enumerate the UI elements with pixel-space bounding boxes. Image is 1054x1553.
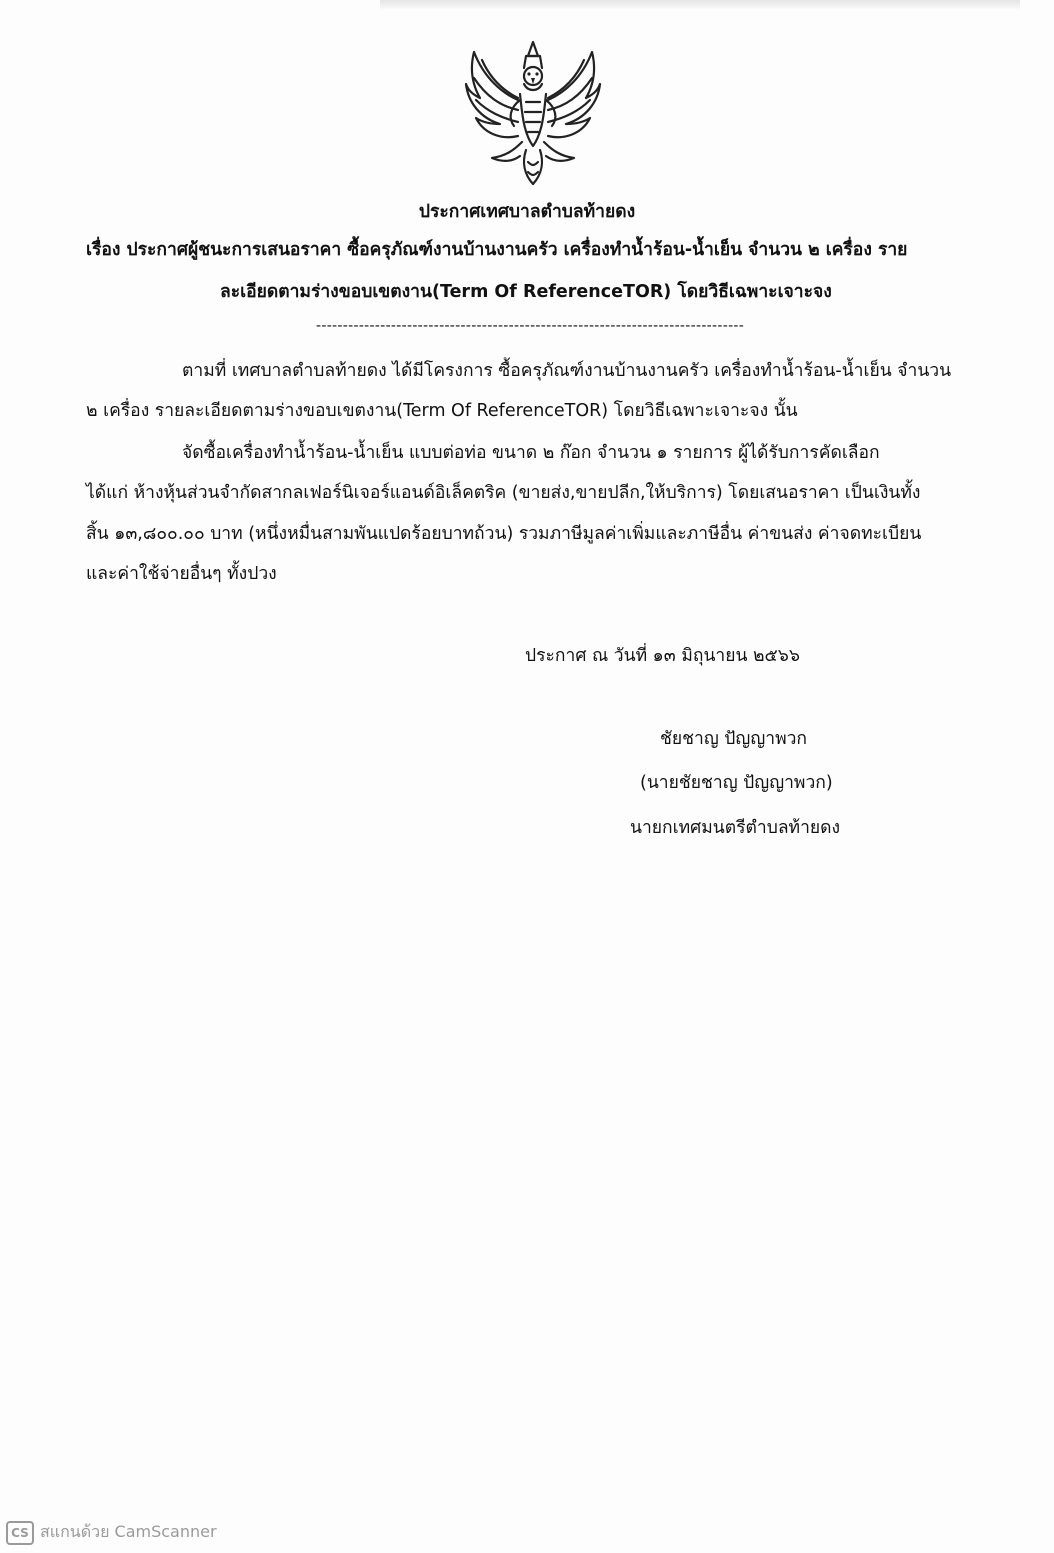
signature-name: ชัยชาญ ปัญญาพวก xyxy=(660,729,808,749)
paragraph-2-line-4: และค่าใช้จ่ายอื่นๆ ทั้งปวง xyxy=(86,564,277,584)
signer-printed-name: (นายชัยชาญ ปัญญาพวก) xyxy=(640,773,833,793)
scan-edge-shadow xyxy=(380,0,1020,10)
document-title: ประกาศเทศบาลตำบลท้ายดง xyxy=(418,202,636,222)
garuda-emblem-icon xyxy=(462,38,604,188)
paragraph-2-line-1: จัดซื้อเครื่องทำน้ำร้อน-น้ำเย็น แบบต่อท่อ ขนาด ๒ ก๊อก จำนวน ๑ รายการ ผู้ได้รับการคัดเลือก xyxy=(182,443,880,463)
subject-line-2: ละเอียดตามร่างขอบเขตงาน(Term Of ReferenceTOR) โดยวิธีเฉพาะเจาะจง xyxy=(220,282,832,302)
header-separator: -------------------------------------------------------------------------------- xyxy=(316,318,744,334)
signer-position: นายกเทศมนตรีตำบลท้ายดง xyxy=(630,818,841,838)
camscanner-logo-icon: CS xyxy=(6,1521,34,1545)
paragraph-2-line-3: สิ้น ๑๓,๘๐๐.๐๐ บาท (หนึ่งหมื่นสามพันแปดร้อยบาทถ้วน) รวมภาษีมูลค่าเพิ่มและภาษีอื่น ค่าขนส่ง ค่าจดทะเบียน xyxy=(86,524,922,544)
paragraph-1-line-2: ๒ เครื่อง รายละเอียดตามร่างขอบเขตงาน(Term Of ReferenceTOR) โดยวิธีเฉพาะเจาะจง นั้น xyxy=(86,401,798,421)
camscanner-text: สแกนด้วย CamScanner xyxy=(40,1522,217,1541)
paragraph-1-line-1: ตามที่ เทศบาลตำบลท้ายดง ได้มีโครงการ ซื้อครุภัณฑ์งานบ้านงานครัว เครื่องทำน้ำร้อน-น้ำเย็น จำนวน xyxy=(182,361,952,381)
announcement-date: ประกาศ ณ วันที่ ๑๓ มิถุนายน ๒๕๖๖ xyxy=(525,646,801,666)
subject-line-1: เรื่อง ประกาศผู้ชนะการเสนอราคา ซื้อครุภัณฑ์งานบ้านงานครัว เครื่องทำน้ำร้อน-น้ำเย็น จำนวน ๒ เครื่อง ราย xyxy=(86,240,908,260)
camscanner-watermark xyxy=(6,1520,217,1545)
paragraph-2-line-2: ได้แก่ ห้างหุ้นส่วนจำกัดสากลเฟอร์นิเจอร์แอนด์อิเล็คตริค (ขายส่ง,ขายปลีก,ให้บริการ) โดยเสนอราคา เป็นเงินทั้ง xyxy=(86,483,921,503)
